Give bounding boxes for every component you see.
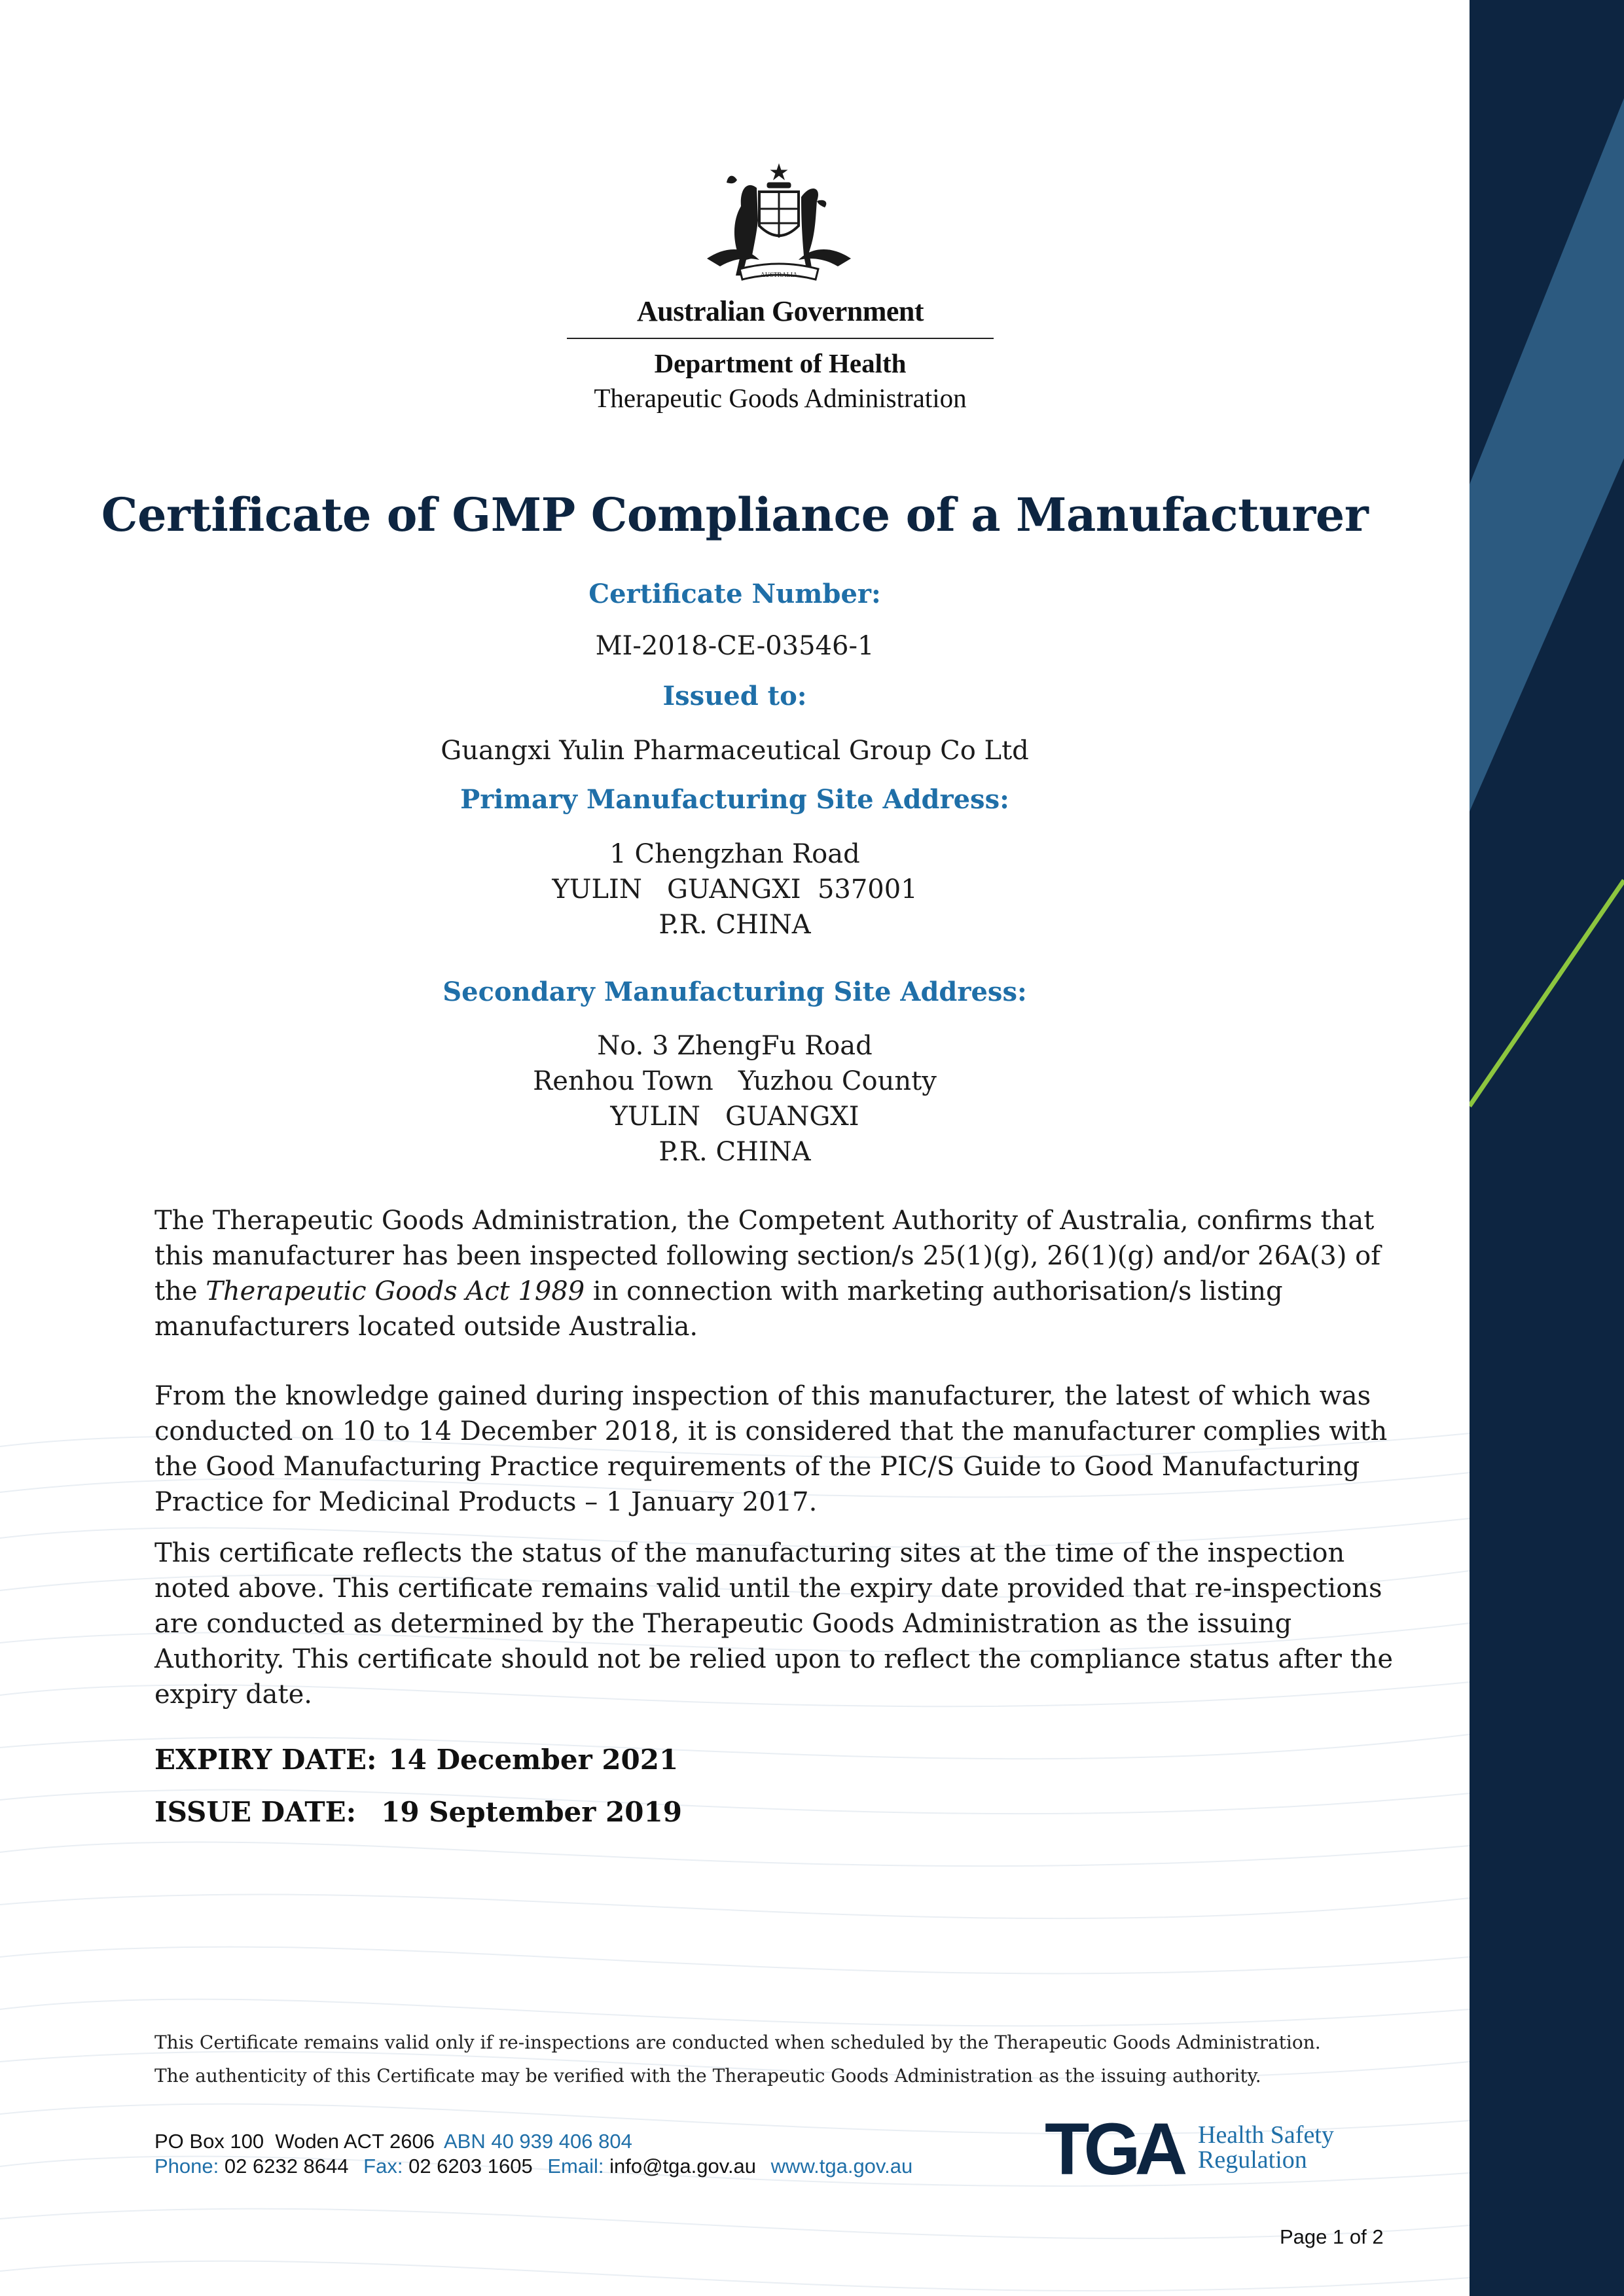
issued-to-label: Issued to: xyxy=(662,681,807,711)
contact-address-row xyxy=(154,2130,632,2153)
expiry-date: 14 December 2021 xyxy=(388,1744,679,1776)
email-link[interactable]: info@tga.gov.au xyxy=(609,2155,757,2178)
phone-label: Phone: xyxy=(154,2155,219,2178)
website-link[interactable]: www.tga.gov.au xyxy=(770,2155,913,2178)
tga-logo: TGA xyxy=(1045,2108,1182,2190)
tagline-line: Health Safety xyxy=(1198,2121,1334,2149)
issue-date-label: ISSUE DATE: xyxy=(154,1796,357,1828)
confirmation-paragraph xyxy=(154,1203,1398,1344)
validity-paragraph: This certificate reflects the status of the manufacturing sites at the time of the inspection noted above. This certificate remains valid until the expiry date provided that re-inspections are conducted as determined by the Therapeutic Goods Administration as the issuing Authority. This certificate should not be relied upon to reflect the compliance status after the expiry date. xyxy=(154,1538,1394,1710)
inspection-paragraph: From the knowledge gained during inspection of this manufacturer, the latest of which was conducted on 10 to 14 December 2018, it is considered that the manufacturer complies with the Good Manufacturing Practice requirements of the PIC/S Guide to Good Manufacturing Practice for Medicinal Products – 1 January 2017. xyxy=(154,1381,1388,1517)
government-name: Australian Government xyxy=(636,295,924,327)
crest-banner-text: AUSTRALIA xyxy=(760,272,798,279)
coat-of-arms-icon xyxy=(694,160,864,288)
phone-number: 02 6232 8644 xyxy=(224,2155,349,2178)
authenticity-footnote: The authenticity of this Certificate may be verified with the Therapeutic Goods Administration as the issuing authority. xyxy=(154,2065,1261,2087)
issued-to-name: Guangxi Yulin Pharmaceutical Group Co Ltd xyxy=(441,736,1029,766)
address-line: YULIN GUANGXI xyxy=(610,1102,859,1132)
issue-date: 19 September 2019 xyxy=(381,1796,682,1828)
secondary-site-address xyxy=(0,1028,1470,1170)
secondary-site-label: Secondary Manufacturing Site Address: xyxy=(442,977,1027,1007)
postal-address: PO Box 100 Woden ACT 2606 xyxy=(154,2130,435,2153)
contact-details-row xyxy=(154,2155,912,2178)
address-line: P.R. CHINA xyxy=(659,910,811,940)
address-line: 1 Chengzhan Road xyxy=(609,839,860,869)
address-line: Renhou Town Yuzhou County xyxy=(533,1066,937,1096)
expiry-date-row xyxy=(154,1744,678,1776)
validity-footnote: This Certificate remains valid only if re-inspections are conducted when scheduled by the Therapeutic Goods Administration. xyxy=(154,2032,1321,2053)
address-line: YULIN GUANGXI 537001 xyxy=(552,874,918,905)
header-divider xyxy=(567,338,994,339)
department-name: Department of Health xyxy=(654,348,907,378)
act-title: Therapeutic Goods Act 1989 xyxy=(206,1276,585,1306)
fax-number: 02 6203 1605 xyxy=(408,2155,533,2178)
page-number: Page 1 of 2 xyxy=(1280,2225,1384,2248)
address-line: P.R. CHINA xyxy=(659,1137,811,1167)
certificate-title: Certificate of GMP Compliance of a Manufacturer xyxy=(101,488,1369,542)
expiry-date-label: EXPIRY DATE: xyxy=(154,1744,377,1776)
certificate-number: MI-2018-CE-03546-1 xyxy=(595,631,875,661)
agency-name: Therapeutic Goods Administration xyxy=(594,383,967,413)
certificate-number-label: Certificate Number: xyxy=(588,579,881,609)
primary-site-address xyxy=(0,836,1470,942)
email-label: Email: xyxy=(547,2155,604,2178)
fax-label: Fax: xyxy=(363,2155,403,2178)
paragraph-text: in connection with marketing authorisation/s listing manufacturers located outside Australia. xyxy=(154,1276,1283,1342)
abn: ABN 40 939 406 804 xyxy=(443,2130,632,2153)
tga-tagline xyxy=(1198,2123,1334,2172)
decorative-side-band xyxy=(1470,0,1624,2296)
address-line: No. 3 ZhengFu Road xyxy=(597,1031,873,1061)
primary-site-label: Primary Manufacturing Site Address: xyxy=(460,784,1009,815)
paragraph-text: The Therapeutic Goods Administration, the Competent Authority of Australia, confirms that this manufacturer has been inspected following section/s 25(1)(g), 26(1)(g) and/or 26A(3) of the xyxy=(154,1206,1381,1306)
tagline-line: Regulation xyxy=(1198,2146,1307,2174)
issue-date-row xyxy=(154,1796,682,1828)
